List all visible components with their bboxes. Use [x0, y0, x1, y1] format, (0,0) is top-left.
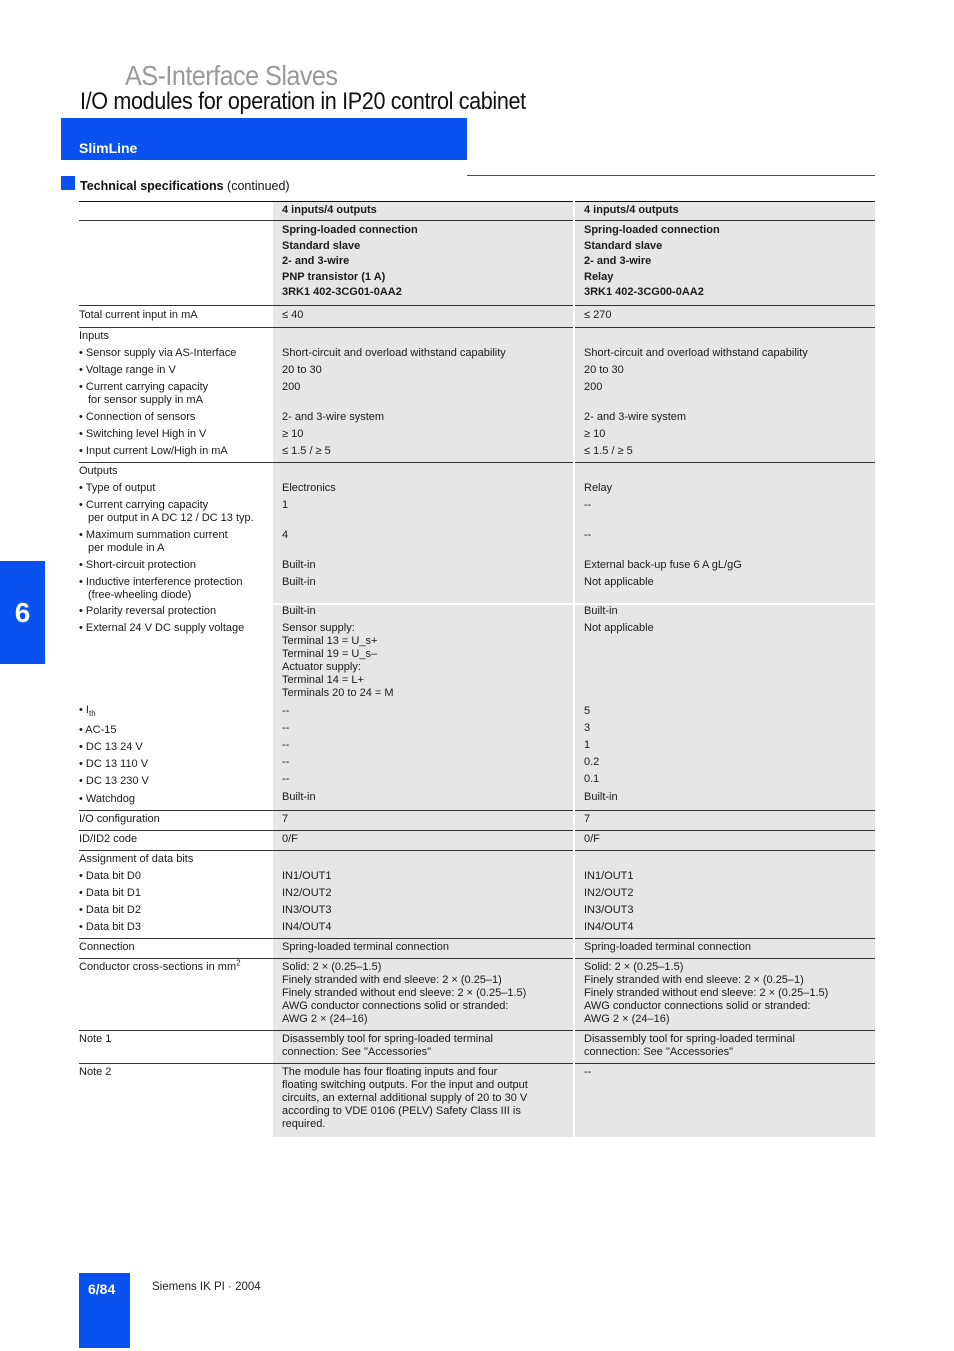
row-value-1-text: 0/F — [282, 832, 298, 845]
table-row-inputs — [79, 327, 875, 462]
row-label — [79, 1030, 273, 1063]
outputs-value: -- — [282, 755, 290, 768]
outputs-value: Built-in — [282, 604, 316, 617]
row-value-2 — [574, 810, 875, 830]
databits-value: IN4/OUT4 — [584, 920, 634, 933]
outputs-value: -- — [584, 498, 592, 511]
table-row-note1 — [79, 1030, 875, 1063]
outputs-value: Built-in — [584, 604, 618, 617]
outputs-value: -- — [282, 721, 290, 734]
page-number-block — [79, 1273, 130, 1348]
ext24-value-line: Terminal 14 = L+ — [282, 673, 364, 686]
inputs-values-2 — [574, 327, 875, 462]
ext24-value-2: Not applicable — [584, 621, 654, 634]
desc1-line: 2- and 3-wire — [282, 255, 350, 267]
header-empty-cell — [79, 202, 273, 221]
inputs-value: ≤ 1.5 / ≥ 5 — [584, 444, 633, 457]
inputs-item-label: • Sensor supply via AS-Interface — [79, 346, 237, 359]
outputs-value: -- — [282, 772, 290, 785]
inputs-value: ≥ 10 — [282, 427, 304, 440]
outputs-cont-values-1 — [273, 604, 574, 811]
section-divider — [467, 175, 875, 176]
table-row-connection — [79, 938, 875, 958]
outputs-value: Built-in — [584, 790, 618, 803]
outputs-cont-values-2 — [574, 604, 875, 811]
outputs-item-label: • Type of output — [79, 481, 156, 494]
row-value-2-text: 7 — [584, 812, 591, 825]
column-header-1-title: 4 inputs/4 outputs — [282, 204, 377, 216]
databits-item-label: • Data bit D2 — [79, 903, 141, 916]
row-value-1 — [273, 810, 574, 830]
outputs-value: Built-in — [282, 558, 316, 571]
note1-line: Disassembly tool for spring-loaded terminal — [282, 1032, 493, 1045]
inputs-values-1 — [273, 327, 574, 462]
row-value-1-text: ≤ 40 — [282, 308, 304, 321]
databits-value: IN1/OUT1 — [584, 869, 634, 882]
conductor-line: Finely stranded without end sleeve: 2 × (0.25–1.5) — [584, 986, 829, 999]
spec-table — [79, 201, 875, 1137]
inputs-item-label: • Current carrying capacity — [79, 380, 209, 393]
conductor-label-sup: 2 — [236, 958, 241, 968]
table-row-description — [79, 221, 875, 306]
ext24-value-line: Sensor supply: — [282, 621, 355, 634]
row-label-text: Note 1 — [79, 1032, 112, 1045]
row-value-1 — [273, 938, 574, 958]
row-label — [79, 1063, 273, 1137]
outputs-value: 4 — [282, 528, 289, 541]
row-label — [79, 810, 273, 830]
databits-value: IN1/OUT1 — [282, 869, 332, 882]
outputs-value: 1 — [282, 498, 289, 511]
outputs-value: External back-up fuse 6 A gL/gG — [584, 558, 742, 571]
databits-item-label: • Data bit D3 — [79, 920, 141, 933]
outputs-item-label: • DC 13 230 V — [79, 774, 149, 787]
row-value-2 — [574, 305, 875, 327]
table-row-id-code — [79, 830, 875, 850]
outputs-values-2 — [574, 462, 875, 604]
conductor-line: AWG conductor connections solid or stranded: — [282, 999, 509, 1012]
table-header-row — [79, 202, 875, 221]
chapter-tab — [0, 561, 45, 664]
outputs-item-label: • DC 13 24 V — [79, 740, 143, 753]
outputs-item-label: • Polarity reversal protection — [79, 604, 217, 617]
inputs-value: Short-circuit and overload withstand capability — [282, 346, 506, 359]
table-row-total-current — [79, 305, 875, 327]
note2-line: circuits, an external additional supply of 20 to 30 V — [282, 1091, 528, 1104]
outputs-value: 5 — [584, 704, 591, 717]
desc1-line: 3RK1 402-3CG01-0AA2 — [282, 286, 402, 298]
note1-line: connection: See "Accessories" — [584, 1045, 734, 1058]
desc2-line: 2- and 3-wire — [584, 255, 652, 267]
row-value-2-text: Spring-loaded terminal connection — [584, 940, 751, 953]
column-header-2-title: 4 inputs/4 outputs — [584, 204, 679, 216]
outputs-value: 0.2 — [584, 755, 600, 768]
outputs-item-label-ith — [79, 704, 273, 720]
databits-label-cell — [79, 850, 273, 938]
outputs-item-label-cont: per module in A — [88, 541, 165, 554]
page-subtitle: I/O modules for operation in IP20 control cabinet — [80, 88, 526, 115]
outputs-item-label-cont: (free-wheeling diode) — [88, 588, 192, 601]
outputs-item-label: • Watchdog — [79, 792, 136, 805]
outputs-value: Electronics — [282, 481, 336, 494]
inputs-item-label: • Voltage range in V — [79, 363, 176, 376]
footer-publisher: Siemens IK PI · 2004 — [152, 1281, 261, 1293]
inputs-label-cell — [79, 327, 273, 462]
outputs-value: Built-in — [282, 575, 316, 588]
note2-values-2 — [574, 1063, 875, 1137]
row-value-1 — [273, 305, 574, 327]
databits-item-label: • Data bit D1 — [79, 886, 141, 899]
row-label-text: Connection — [79, 940, 135, 953]
outputs-item-label: • Maximum summation current — [79, 528, 228, 541]
column-header-2 — [574, 202, 875, 221]
databits-values-2 — [574, 850, 875, 938]
note2-line: -- — [584, 1065, 592, 1078]
note2-values-1 — [273, 1063, 574, 1137]
databits-value: IN2/OUT2 — [584, 886, 634, 899]
conductor-line: Solid: 2 × (0.25–1.5) — [584, 960, 684, 973]
inputs-value: ≥ 10 — [584, 427, 606, 440]
ext24-value-line: Terminal 13 = U_s+ — [282, 634, 378, 647]
inputs-item-label-cont: for sensor supply in mA — [88, 393, 203, 406]
databits-item-label: • Data bit D0 — [79, 869, 141, 882]
ith-subscript: th — [88, 708, 96, 718]
conductor-values-2 — [574, 958, 875, 1030]
outputs-item-label: • AC-15 — [79, 723, 117, 736]
conductor-line: AWG conductor connections solid or stranded: — [584, 999, 811, 1012]
databits-value: IN4/OUT4 — [282, 920, 332, 933]
table-row-io-config — [79, 810, 875, 830]
outputs-values-1 — [273, 462, 574, 604]
table-row-conductor — [79, 958, 875, 1030]
outputs-value: -- — [282, 738, 290, 751]
row-value-2-text: 0/F — [584, 832, 600, 845]
table-title — [80, 179, 290, 193]
conductor-line: Finely stranded without end sleeve: 2 × (0.25–1.5) — [282, 986, 527, 999]
section-banner — [61, 118, 467, 160]
outputs-value: Built-in — [282, 790, 316, 803]
outputs-value: 3 — [584, 721, 591, 734]
outputs-item-label-cont: per output in A DC 12 / DC 13 typ. — [88, 511, 254, 524]
outputs-item-label: • Current carrying capacity — [79, 498, 209, 511]
row-label-text: I/O configuration — [79, 812, 160, 825]
page-title: AS-Interface Slaves — [125, 60, 338, 91]
table-row-outputs-cont — [79, 604, 875, 811]
inputs-value: 200 — [282, 380, 301, 393]
row-value-1 — [273, 830, 574, 850]
desc2-line: Standard slave — [584, 239, 663, 252]
inputs-value: 2- and 3-wire system — [584, 410, 687, 423]
conductor-label-cell — [79, 958, 273, 1030]
outputs-heading: Outputs — [79, 464, 118, 477]
desc2-line: Spring-loaded connection — [584, 224, 720, 236]
table-row-outputs — [79, 462, 875, 604]
ext24-value-line: Terminal 19 = U_s– — [282, 647, 378, 660]
ith-label: • I — [79, 703, 89, 716]
conductor-label-text: Conductor cross-sections in mm — [79, 960, 237, 973]
chapter-tab-number: 6 — [14, 596, 31, 628]
table-row-note2 — [79, 1063, 875, 1137]
note1-line: Disassembly tool for spring-loaded terminal — [584, 1032, 795, 1045]
databits-value: IN2/OUT2 — [282, 886, 332, 899]
desc1-line: Spring-loaded connection — [282, 224, 418, 236]
section-banner-label: SlimLine — [79, 140, 138, 156]
inputs-value: 20 to 30 — [584, 363, 624, 376]
conductor-line: AWG 2 × (24–16) — [584, 1012, 670, 1025]
inputs-value: 2- and 3-wire system — [282, 410, 385, 423]
conductor-line: AWG 2 × (24–16) — [282, 1012, 368, 1025]
row-value-2-text: ≤ 270 — [584, 308, 612, 321]
databits-values-1 — [273, 850, 574, 938]
outputs-item-label: • DC 13 110 V — [79, 757, 149, 770]
inputs-value: ≤ 1.5 / ≥ 5 — [282, 444, 331, 457]
note2-line: floating switching outputs. For the input and output — [282, 1078, 528, 1091]
inputs-item-label: • Connection of sensors — [79, 410, 196, 423]
inputs-value: Short-circuit and overload withstand capability — [584, 346, 808, 359]
outputs-value: -- — [282, 704, 290, 717]
outputs-value: Not applicable — [584, 575, 654, 588]
note2-line: required. — [282, 1117, 326, 1130]
description-cell-1 — [273, 221, 574, 306]
description-cell-2 — [574, 221, 875, 306]
description-label-cell — [79, 221, 273, 306]
note1-line: connection: See "Accessories" — [282, 1045, 432, 1058]
outputs-value: 1 — [584, 738, 591, 751]
outputs-item-label: • Inductive interference protection — [79, 575, 243, 588]
table-row-data-bits — [79, 850, 875, 938]
outputs-value: 0.1 — [584, 772, 600, 785]
inputs-heading: Inputs — [79, 329, 109, 342]
row-label-text: ID/ID2 code — [79, 832, 138, 845]
inputs-item-label: • Switching level High in V — [79, 427, 207, 440]
note2-line: The module has four floating inputs and four — [282, 1065, 498, 1078]
inputs-value: 20 to 30 — [282, 363, 322, 376]
column-header-1 — [273, 202, 574, 221]
conductor-values-1 — [273, 958, 574, 1030]
outputs-value: -- — [584, 528, 592, 541]
note1-values-1 — [273, 1030, 574, 1063]
ext24-value-line: Terminals 20 to 24 = M — [282, 686, 394, 699]
row-label — [79, 938, 273, 958]
table-title-bold: Technical specifications — [80, 179, 224, 193]
table-title-rest: (continued) — [223, 179, 290, 193]
row-value-1-text: 7 — [282, 812, 289, 825]
row-label — [79, 305, 273, 327]
outputs-item-label: • External 24 V DC supply voltage — [79, 621, 245, 634]
databits-value: IN3/OUT3 — [584, 903, 634, 916]
page-number: 6/84 — [88, 1281, 116, 1297]
desc2-line: Relay — [584, 270, 614, 283]
row-value-1-text: Spring-loaded terminal connection — [282, 940, 449, 953]
outputs-item-label: • Short-circuit protection — [79, 558, 196, 571]
databits-heading: Assignment of data bits — [79, 852, 194, 865]
desc2-line: 3RK1 402-3CG00-0AA2 — [584, 286, 704, 298]
note1-values-2 — [574, 1030, 875, 1063]
desc1-line: PNP transistor (1 A) — [282, 270, 386, 283]
conductor-line: Finely stranded with end sleeve: 2 × (0.25–1) — [584, 973, 804, 986]
conductor-line: Solid: 2 × (0.25–1.5) — [282, 960, 382, 973]
databits-value: IN3/OUT3 — [282, 903, 332, 916]
note2-line: according to VDE 0106 (PELV) Safety Class III is — [282, 1104, 521, 1117]
conductor-label — [79, 959, 273, 978]
inputs-value: 200 — [584, 380, 603, 393]
row-label-text: Total current input in mA — [79, 308, 198, 321]
row-value-2 — [574, 830, 875, 850]
row-value-2 — [574, 938, 875, 958]
section-marker-square — [61, 176, 75, 190]
row-label-text: Note 2 — [79, 1065, 112, 1078]
row-label — [79, 830, 273, 850]
conductor-line: Finely stranded with end sleeve: 2 × (0.25–1) — [282, 973, 502, 986]
outputs-value: Relay — [584, 481, 613, 494]
ext24-value-line: Actuator supply: — [282, 660, 361, 673]
desc1-line: Standard slave — [282, 239, 361, 252]
outputs-label-cell — [79, 462, 273, 604]
outputs-cont-label-cell — [79, 604, 273, 811]
inputs-item-label: • Input current Low/High in mA — [79, 444, 228, 457]
